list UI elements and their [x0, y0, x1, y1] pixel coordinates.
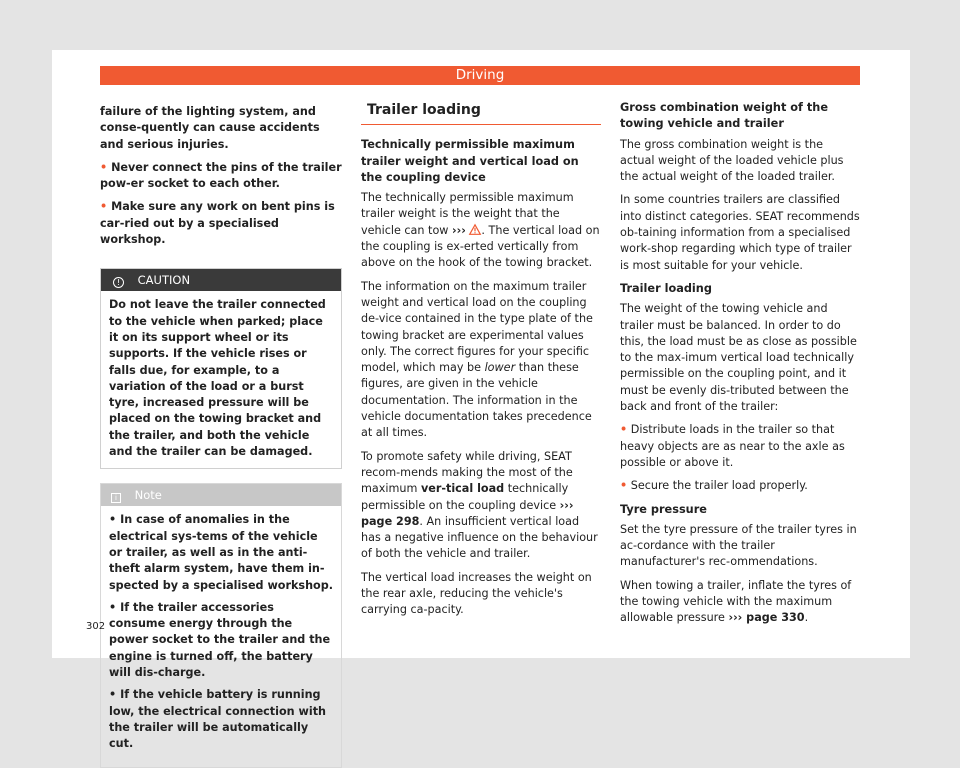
- note-item-text: If the vehicle battery is running low, the electrical connection with the trailer will be automatically cut.: [109, 688, 327, 751]
- caution-text: Do not leave the trailer connected to the vehicle when parked; place it on its support wheel or its supports. If the vehicle rises or falls due, for example, to a variation of the load or a burst tyre, increased pressure will be placed on the towing bracket and the trailer, and both the vehicle and the trailer can be damaged.: [109, 298, 326, 459]
- emphasis-text: lower: [484, 361, 516, 375]
- bullet-icon: •: [109, 513, 117, 527]
- right-column: [620, 100, 860, 634]
- note-box: [100, 483, 342, 767]
- note-item: [109, 600, 333, 681]
- section-title: Trailer loading: [361, 100, 601, 125]
- note-header: [101, 484, 341, 506]
- note-item: [109, 687, 333, 752]
- list-item-text: Distribute loads in the trailer so that heavy objects are as near to the axle as possible or above it.: [620, 423, 845, 469]
- paragraph: [620, 578, 860, 627]
- paragraph: The weight of the towing vehicle and trailer must be balanced. In order to do this, the load must be as close as possible to the max-imum vertical load technically permissible on the coupling point, and it must be evenly dis-tributed between the back and front of the trailer:: [620, 302, 857, 414]
- paragraph-text: The technically permissible maximum trailer weight is the weight that the vehicle can tow: [361, 191, 574, 237]
- info-icon: i: [111, 493, 121, 503]
- subheading: Trailer loading: [620, 281, 712, 295]
- note-item-text: In case of anomalies in the electrical sys-tems of the vehicle or trailer, as well as in the anti-theft alarm system, have them in-spected by a specialised workshop.: [109, 513, 334, 592]
- left-column: [100, 104, 342, 768]
- bullet-icon: •: [109, 688, 117, 702]
- caution-header: [101, 269, 341, 291]
- paragraph: The gross combination weight is the actual weight of the loaded vehicle plus the actual weight of the loaded trailer.: [620, 137, 844, 184]
- warning-bullet: [100, 199, 342, 248]
- bullet-icon: •: [109, 600, 117, 614]
- paragraph: The vertical load increases the weight on the rear axle, reducing the vehicle's carrying ca-pacity.: [361, 570, 592, 617]
- middle-column: [361, 100, 601, 626]
- page-header: [100, 66, 860, 85]
- page-number: 302: [86, 621, 106, 632]
- paragraph: Set the tyre pressure of the trailer tyres in ac-cordance with the trailer manufacturer's rec-ommendations.: [620, 522, 857, 569]
- note-item: [109, 512, 333, 593]
- exclamation-circle-icon: !: [113, 277, 124, 288]
- paragraph: In some countries trailers are classified into distinct categories. SEAT recommends ob-taining information from a specialised work-shop regarding which type of trailer is most suitable for your vehicle.: [620, 193, 860, 272]
- note-body: [101, 506, 341, 766]
- caution-title: CAUTION: [137, 273, 191, 288]
- warning-triangle-icon: [469, 224, 481, 235]
- bold-text: ver-tical load: [420, 482, 505, 496]
- paragraph: [361, 279, 601, 442]
- intro-text: failure of the lighting system, and conse-quently can cause accidents and serious injuries.: [100, 105, 320, 151]
- paragraph-text: .: [804, 611, 809, 625]
- paragraph-text: . The vertical load on the coupling is ex-erted vertically from above on the hook of the towing bracket.: [361, 223, 600, 270]
- warning-bullet-text: Make sure any work on bent pins is car-ried out by a specialised workshop.: [100, 200, 335, 247]
- list-item-text: Secure the trailer load properly.: [630, 479, 808, 493]
- paragraph: [361, 449, 601, 563]
- subheading: Tyre pressure: [620, 502, 707, 516]
- paragraph: [361, 190, 601, 271]
- caution-box: [100, 268, 342, 469]
- subheading: Gross combination weight of the towing vehicle and trailer: [620, 101, 828, 131]
- paragraph-text: . An insufficient vertical load has a negative influence on the behaviour of both the vehicle and trailer.: [361, 514, 598, 561]
- paragraph-text: technically permissible on the coupling device: [361, 482, 569, 512]
- paragraph-text: The information on the maximum trailer weight and vertical load on the coupling de-vice contained in the type plate of the towing bracket are experimental values only. The correct figures for your specific model, which may be: [361, 279, 593, 375]
- bullet-icon: •: [100, 160, 108, 174]
- page-link[interactable]: ››› page 298: [361, 498, 574, 528]
- arrow-ref[interactable]: ›››: [452, 223, 466, 237]
- subheading: Technically permissible maximum trailer weight and vertical load on the coupling device: [361, 138, 579, 184]
- note-item-text: If the trailer accessories consume energy through the power socket to the trailer and the engine is turned off, the battery will dis-charge.: [109, 600, 331, 680]
- paragraph-text: When towing a trailer, inflate the tyres of the towing vehicle with the maximum allowable pressure: [620, 578, 852, 625]
- bullet-icon: •: [100, 200, 108, 214]
- list-item: [620, 422, 860, 471]
- warning-bullet-text: Never connect the pins of the trailer pow-er socket to each other.: [100, 160, 342, 191]
- list-item: [620, 478, 860, 494]
- page-link[interactable]: ››› page 330: [728, 611, 805, 625]
- paragraph-text: than these figures, are given in the vehicle documentation. The information in the vehicle documentation takes precedence at all times.: [361, 361, 592, 440]
- bullet-icon: •: [620, 479, 628, 493]
- header-title: Driving: [455, 67, 505, 83]
- paragraph-text: To promote safety while driving, SEAT recom-mends making the most of the maximum: [361, 449, 573, 496]
- warning-bullet: [100, 160, 342, 193]
- bullet-icon: •: [620, 423, 628, 437]
- note-title: Note: [134, 488, 162, 503]
